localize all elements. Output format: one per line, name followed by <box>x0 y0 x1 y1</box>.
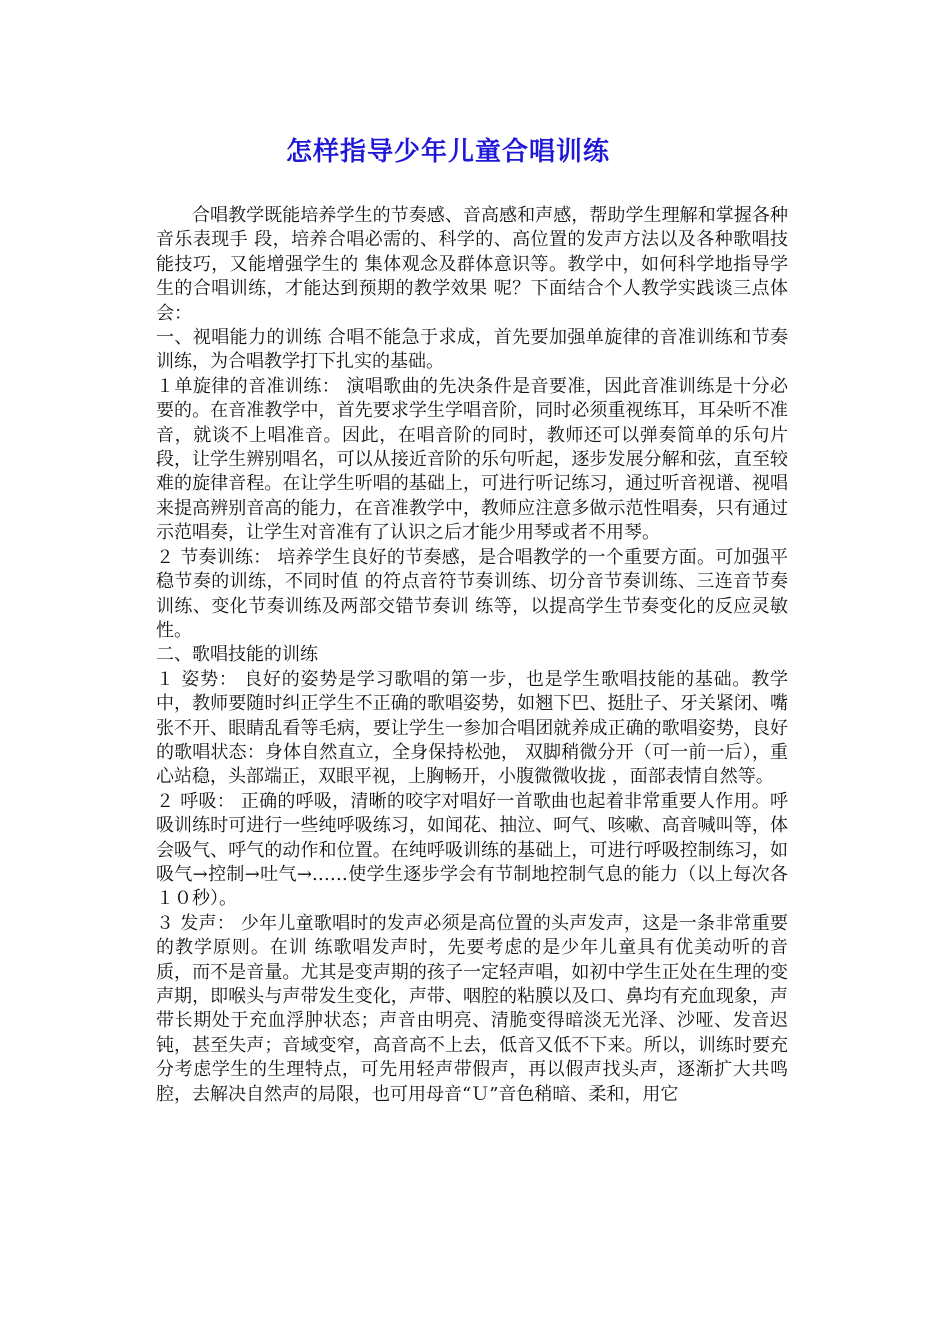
paragraph-breathing: ２ 呼吸： 正确的呼吸，清晰的咬字对唱好一首歌曲也起着非常重要人作用。呼吸训练时可进行一些纯呼吸练习，如闻花、抽泣、呵气、咳嗽、高音喊叫等，体会吸气、呼气的动作和位置。在纯呼吸训练的基础上，可进行呼吸控制练习，如吸气→控制→吐气→……使学生逐步学会有节制地控制气息的能力（以上每次各１０秒）。 <box>156 790 788 910</box>
document-title: 怎样指导少年儿童合唱训练 <box>285 137 610 167</box>
paragraph-posture: １ 姿势： 良好的姿势是学习歌唱的第一步，也是学生歌唱技能的基础。教学中，教师要随时纠正学生不正确的歌唱姿势，如翘下巴、挺肚子、牙关紧闭、嘴张不开、眼睛乱看等毛病，要让学生一参加合唱团就养成正确的歌唱姿势，良好的歌唱状态：身体自然直立，全身保持松弛， 双脚稍微分开（可一前一后），重心站稳，头部端正，双眼平视，上胸畅开，小腹微微收拢 ，面部表情自然等。 <box>156 668 788 788</box>
paragraph-section-2-heading: 二、歌唱技能的训练 <box>156 644 318 666</box>
paragraph-vocalization: ３ 发声： 少年儿童歌唱时的发声必须是高位置的头声发声，这是一条非常重要的教学原则。在训 练歌唱发声时，先要考虑的是少年儿童具有优美动听的音质，而不是音量。尤其是变声期的孩子一定轻声唱，如初中学生正处在生理的变声期，即喉头与声带发生变化，声带、咽腔的粘膜以及口、鼻均有充血现象，声带长期处于充血浮肿状态；声音由明亮、清脆变得暗淡无光泽、沙哑、发音迟钝，甚至失声；音域变窄，高音高不上去，低音又低不下来。所以，训练时要充分考虑学生的生理特点，可先用轻声带假声，再以假声找头声，逐渐扩大共鸣腔，去解决自然声的局限，也可用母音“Ｕ”音色稍暗、柔和，用它 <box>156 912 788 1105</box>
paragraph-pitch-training: １单旋律的音准训练： 演唱歌曲的先决条件是音要准，因此音准训练是十分必要的。在音准教学中，首先要求学生学唱音阶，同时必须重视练耳，耳朵听不准音，就谈不上唱准音。因此，在唱音阶的同时，教师还可以弹奏简单的乐句片段，让学生辨别唱名，可以从接近音阶的乐句听起，逐步发展分解和弦，直至较难的旋律音程。在让学生听唱的基础上，可进行听记练习，通过听音视谱、视唱来提高辨别音高的能力，在音准教学中，教师应注意多做示范性唱奏，只有通过示范唱奏，让学生对音准有了认识之后才能少用琴或者不用琴。 <box>156 375 788 544</box>
document-body <box>156 204 788 1107</box>
paragraph-intro: 合唱教学既能培养学生的节奏感、音高感和声感，帮助学生理解和掌握各种音乐表现手 段，培养合唱必需的、科学的、高位置的发声方法以及各种歌唱技能技巧，又能增强学生的 集体观念及群体意识等。教学中，如何科学地指导学生的合唱训练，才能达到预期的教学效果 呢？下面结合个人教学实践谈三点体会： <box>156 205 788 324</box>
paragraph-rhythm-training: ２ 节奏训练： 培养学生良好的节奏感，是合唱教学的一个重要方面。可加强平稳节奏的训练，不同时值 的符点音符节奏训练、切分音节奏训练、三连音节奏训练、变化节奏训练及两部交错节奏训 练等，以提高学生节奏变化的反应灵敏性。 <box>156 546 788 641</box>
paragraph-section-1-heading: 一、视唱能力的训练 合唱不能急于求成，首先要加强单旋律的音准训练和节奏训练，为合唱教学打下扎实的基础。 <box>156 327 788 373</box>
